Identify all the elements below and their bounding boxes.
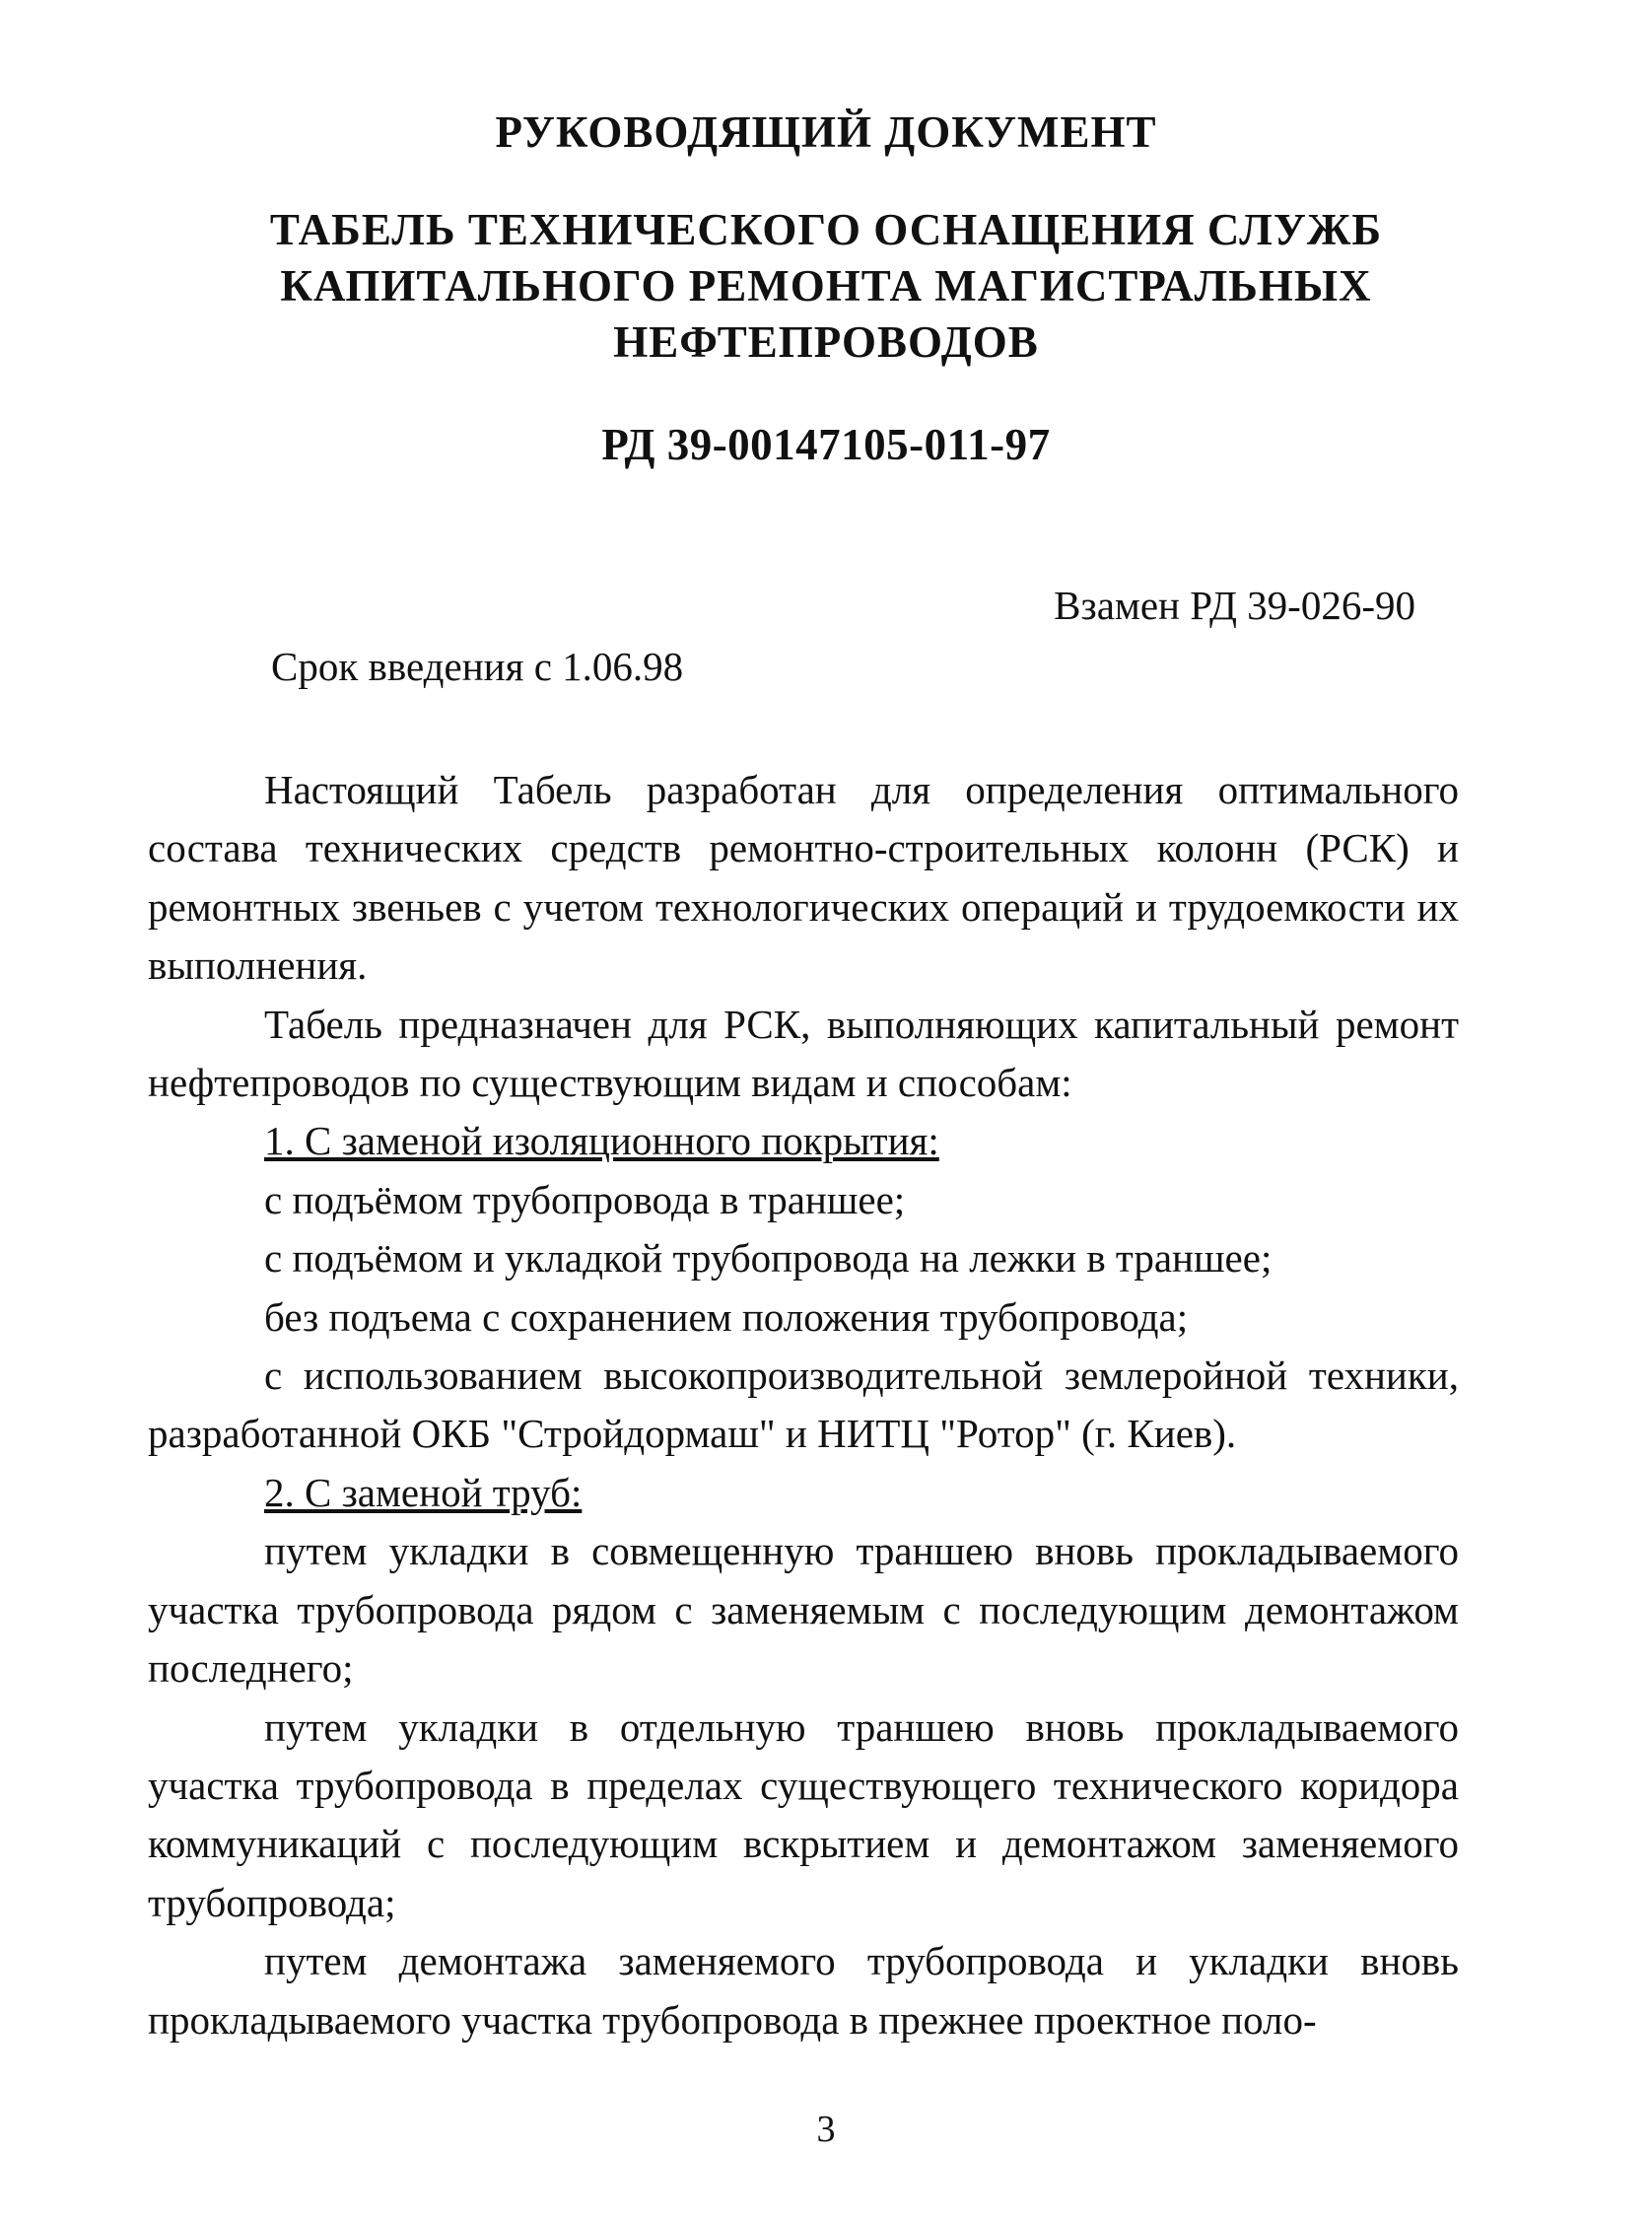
section-2-item: путем демонтажа заменяемого трубопровода и укладки вновь прокладываемого участка трубопровода в прежнее проектное поло- [148,1938,1459,2043]
intro-paragraph: Настоящий Табель разработан для определения оптимального состава технических средств ремонтно-строительных колонн (РСК) и ремонтных звеньев с учетом технологических операций и трудоемкости их выполнения. [148,767,1459,989]
section-2-heading [148,1464,1459,1522]
section-1-item: с использованием высокопроизводительной землеройной техники, разработанной ОКБ "Стройдормаш" и НИТЦ "Ротор" (г. Киев). [148,1353,1459,1457]
section-1-heading [148,1112,1459,1170]
section-1-item: с подъёмом трубопровода в траншее; [264,1176,906,1222]
section-2-heading-text: 2. С заменой труб: [264,1469,583,1515]
section-2-item: путем укладки в совмещенную траншею вновь прокладываемого участка трубопровода рядом с заменяемым с последующим демонтажом последнего; [148,1528,1459,1692]
section-1-item: без подъема с сохранением положения трубопровода; [264,1293,1189,1340]
section-2-item: путем укладки в отдельную траншею вновь прокладываемого участка трубопровода в пределах существующего технического коридора коммуникаций с последующим вскрытием и демонтажом заменяемого трубопровода; [148,1703,1459,1925]
document-title: ТАБЕЛЬ ТЕХНИЧЕСКОГО ОСНАЩЕНИЯ СЛУЖБ КАПИТАЛЬНОГО РЕМОНТА МАГИСТРАЛЬНЫХ НЕФТЕПРОВОДОВ [269,205,1383,367]
effective-date: Срок введения с 1.06.98 [271,644,684,689]
section-1-item: с подъёмом и укладкой трубопровода на лежки в траншее; [264,1235,1273,1282]
document-code: РД 39-00147105-011-97 [601,420,1051,469]
document-type-heading: РУКОВОДЯЩИЙ ДОКУМЕНТ [495,107,1157,157]
replaces-note: Взамен РД 39-026-90 [1054,583,1415,628]
document-body [148,761,1459,2049]
section-1-heading-text: 1. С заменой изоляционного покрытия: [264,1118,939,1164]
page-number: 3 [816,2109,836,2150]
purpose-paragraph: Табель предназначен для РСК, выполняющих капитальный ремонт нефтепроводов по существующим видам и способам: [148,1001,1459,1106]
